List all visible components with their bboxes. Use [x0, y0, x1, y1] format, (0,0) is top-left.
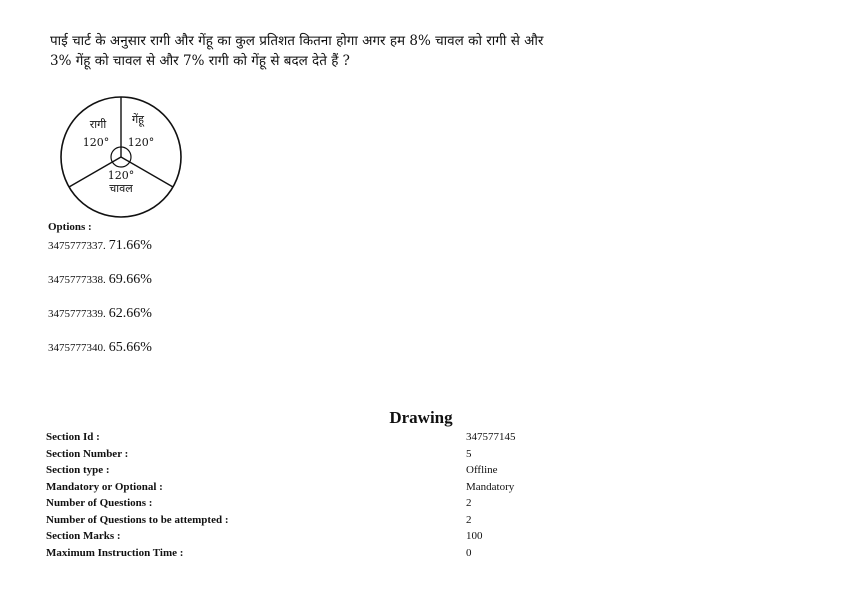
row-value: Mandatory [466, 480, 515, 493]
questions-attempted-row [46, 514, 546, 531]
row-value: 0 [466, 546, 472, 559]
slice-angle-gehu: 120° [127, 136, 155, 149]
option-2 [48, 270, 152, 288]
row-label: Section type : [46, 464, 110, 476]
mandatory-row [46, 481, 546, 498]
pie-chart [56, 95, 186, 225]
section-title: Drawing [389, 408, 453, 427]
row-value: 5 [466, 447, 472, 460]
option-id: 3475777339. [48, 308, 106, 320]
slice-label-ragi: रागी [89, 118, 107, 131]
row-label: Maximum Instruction Time : [46, 546, 184, 559]
option-3 [48, 304, 152, 322]
options-label: Options : [48, 221, 92, 233]
question-text [50, 31, 650, 71]
slice-label-chawal: चावल [109, 182, 133, 195]
option-value: 62.66% [108, 306, 152, 321]
row-value: 2 [466, 497, 472, 509]
option-value: 71.66% [108, 238, 152, 253]
option-value: 65.66% [108, 340, 152, 355]
section-info-table [46, 431, 546, 563]
row-value: 347577145 [466, 431, 516, 443]
section-id-row [46, 431, 546, 448]
instruction-time-row [46, 547, 546, 564]
slice-label-gehu: गेंहू [131, 113, 145, 126]
num-questions-row [46, 497, 546, 514]
row-value: 2 [466, 513, 472, 526]
option-1 [48, 236, 152, 254]
row-label: Section Id : [46, 431, 100, 443]
row-label: Section Number : [46, 447, 129, 460]
option-id: 3475777340. [48, 342, 106, 354]
row-value: 100 [466, 530, 483, 542]
slice-angle-chawal: 120° [107, 169, 135, 182]
section-type-row [46, 464, 546, 481]
option-id: 3475777338. [48, 274, 106, 286]
question-line-1: पाई चार्ट के अनुसार रागी और गेंहू का कुल प्रतिशत कितना होगा अगर हम 8% चावल को रागी से और [50, 33, 544, 49]
section-number-row [46, 448, 546, 465]
row-label: Number of Questions to be attempted : [46, 513, 229, 526]
option-value: 69.66% [108, 272, 152, 287]
section-marks-row [46, 530, 546, 547]
row-label: Section Marks : [46, 530, 121, 542]
row-value: Offline [466, 464, 498, 476]
option-4 [48, 338, 152, 356]
option-id: 3475777337. [48, 240, 106, 252]
question-line-2: 3% गेंहू को चावल से और 7% रागी को गेंहू से बदल देते हैं ? [50, 53, 350, 69]
row-label: Mandatory or Optional : [46, 480, 163, 493]
slice-angle-ragi: 120° [82, 136, 110, 149]
row-label: Number of Questions : [46, 497, 153, 509]
